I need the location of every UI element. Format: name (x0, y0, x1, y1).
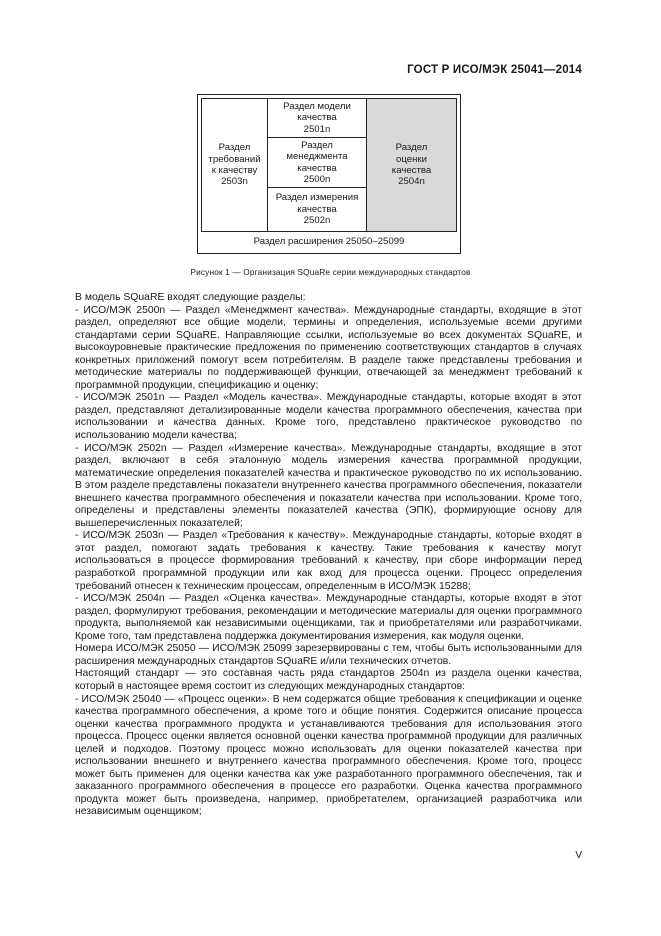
paragraph: Настоящий стандарт — это составная часть ряда стандартов 2504n из раздела оценки качества, который в настоящее время состоит из следующих международных стандартов: (75, 668, 582, 692)
page-number: V (575, 850, 582, 861)
paragraph: - ИСО/МЭК 2504n — Раздел «Оценка качества». Международные стандарты, которые входят в этот раздел, формулируют требования, рекомендации и методические материалы для оценки программного продукта, выполняемой как независимыми оценщиками, так и приобретателями или разработчиками. Кроме того, там представлена поддержка документирования измерения, как модуля оценки. (75, 593, 582, 642)
figure-inner-frame (201, 98, 457, 232)
body-text (75, 292, 582, 819)
paragraph: - ИСО/МЭК 2503n — Раздел «Требования к качеству». Международные стандарты, которые входят в этот раздел, помогают задать требования к качеству. Такие требования к качеству могут использоваться в процессе формирования требований к качеству, при сборе информации перед разработкой программной продукции или как вход для процесса оценки. Процесс определения требований отнесен к техническим процессам, определенным в ИСО/МЭК 15288; (75, 530, 582, 592)
management-section-cell: Раздел менеджмента качества 2500n (268, 138, 366, 188)
paragraph: Номера ИСО/МЭК 25050 — ИСО/МЭК 25099 зарезервированы с тем, чтобы быть использованными для расширения международных стандартов SQuaRE и/или технических отчетов. (75, 643, 582, 667)
extension-section-cell: Раздел расширения 25050–25099 (253, 236, 405, 247)
squire-organization-figure (197, 94, 461, 254)
model-section-cell: Раздел модели качества 2501n (268, 99, 366, 138)
figure-caption: Рисунок 1 — Организация SQuaRe серии международных стандартов (190, 267, 471, 277)
paragraph: - ИСО/МЭК 2500n — Раздел «Менеджмент качества». Международные стандарты, входящие в этот раздел, определяют все общие модели, термины и определения, используемые всеми другими стандартами серии SQuaRE. Направляющие ссылки, используемые во всех документах SQuaRE, и высокоуровневые практические предложения по применению соответствующих стандартов в случаях конкретных приложений помогут всем потребителям. В разделе также представлены требования и методические материалы по поддерживающей функции, отвечающей за менеджмент требований к программной продукции, спецификацию и оценку; (75, 304, 582, 391)
paragraph: - ИСО/МЭК 2502n — Раздел «Измерение качества». Международные стандарты, входящие в этот раздел, включают в себя эталонную модель измерения качества программной продукции, математические определения показателей качества и практическое руководство по их использованию. В этом разделе представлены показатели внутреннего качества программного обеспечения, показатели внешнего качества программного обеспечения и показатели качества при использовании. Кроме того, определены и представлены элементы показателей качества (ЭПК), формирующие основу для вышеперечисленных показателей; (75, 442, 582, 529)
requirements-section-cell: Раздел требований к качеству 2503n (202, 99, 268, 231)
page-header: ГОСТ Р ИСО/МЭК 25041—2014 (407, 64, 582, 76)
paragraph: - ИСО/МЭК 25040 — «Процесс оценки». В нем содержатся общие требования к спецификации и оценке качества программного обеспечения, а кроме того и общие понятия. Содержится описание процесса оценки качества программного продукта и устанавливаются требования для использования этого процесса. Процесс оценки является основной оценки качества программной продукции для различных целей и подходов. Поэтому процесс можно использовать для оценки показателей качества при использовании внешнего и внутреннего качества программного обеспечения. Кроме того, процесс может быть применен для оценки качества как уже разработанного программного обеспечения, так и заказанного программного обеспечения в процессе его разработки. Оценка качества программного продукта может быть произведена, например, приобретателем, организацией разработчика или независимым оценщиком; (75, 693, 582, 818)
paragraph: В модель SQuaRE входят следующие разделы: (75, 292, 306, 303)
paragraph: - ИСО/МЭК 2501n — Раздел «Модель качества». Международные стандарты, которые входят в этот раздел, представляют детализированные модели качества программного обеспечения, качества при использовании и качества данных. Кроме того, представлено практическое руководство по использованию модели качества; (75, 392, 582, 442)
evaluation-section-cell: Раздел оценки качества 2504n (366, 99, 456, 231)
measurement-section-cell: Раздел измерения качества 2502n (275, 192, 359, 227)
